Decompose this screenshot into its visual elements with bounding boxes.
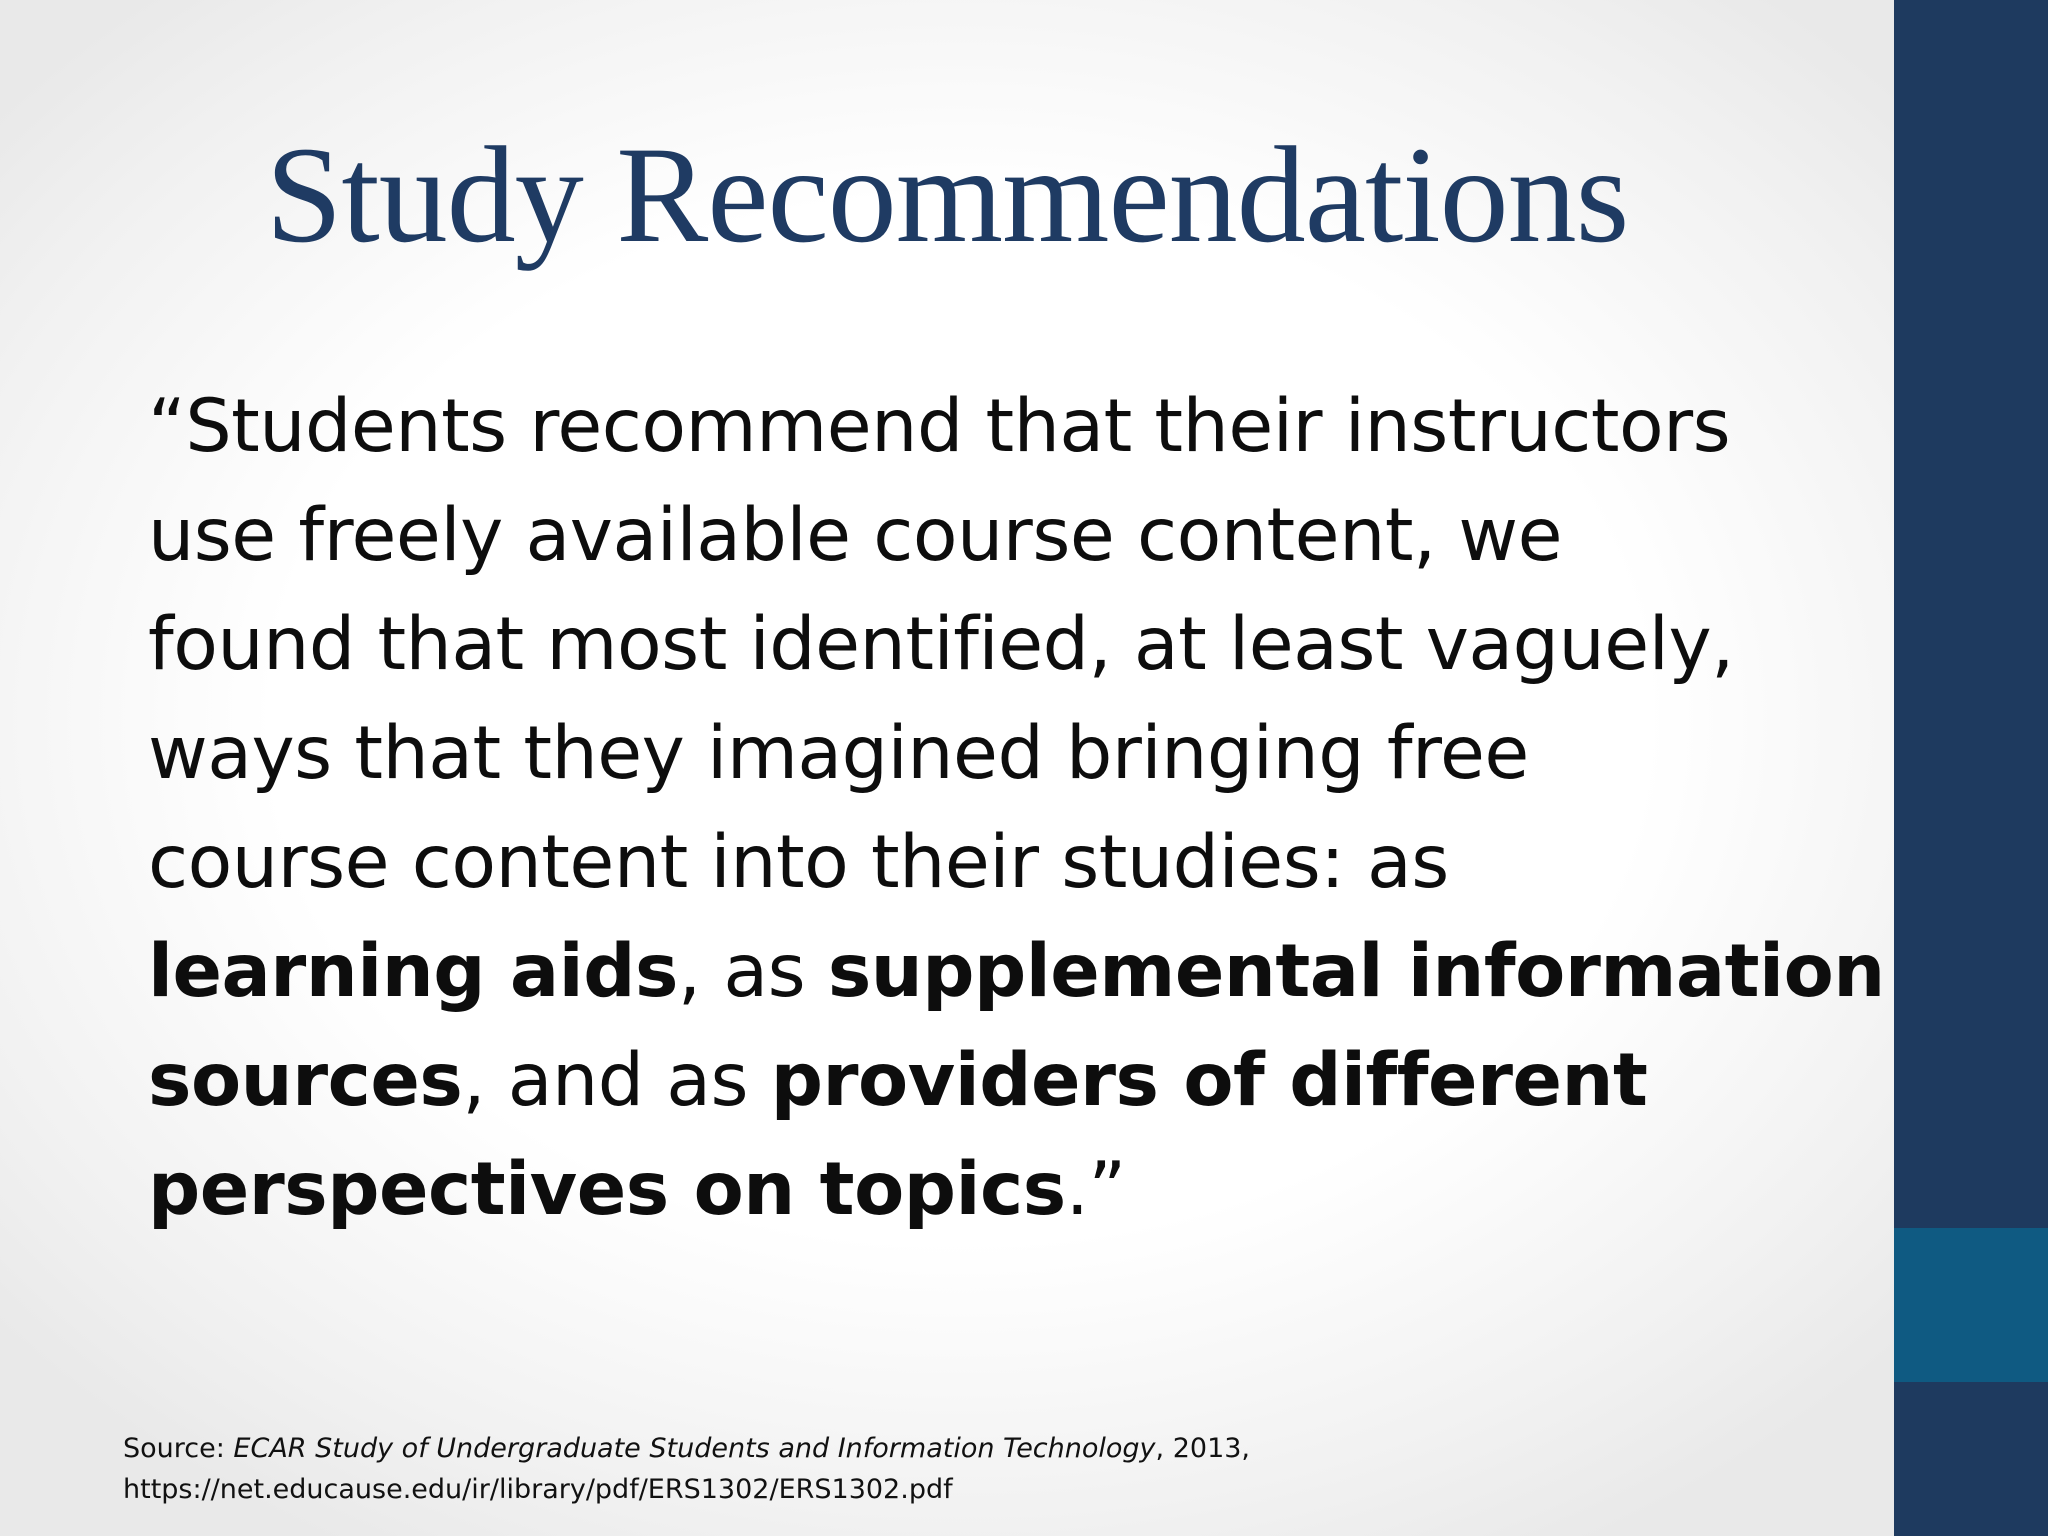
source-url[interactable]: https://net.educause.edu/ir/library/pdf/ERS1302/ERS1302.pdf: [123, 1474, 953, 1505]
quote-line-4: ways that they imagined bringing free: [148, 711, 1529, 796]
emphasis-supplemental-information: supplemental information: [827, 929, 1885, 1014]
quote-line-8: [148, 1135, 1848, 1244]
quote-line-1: “Students recommend that their instructors: [148, 384, 1731, 469]
quote-line-7: [148, 1026, 1848, 1135]
source-prefix: Source:: [123, 1433, 234, 1464]
quote-line-6: [148, 917, 1885, 1026]
quote-line-2: use freely available course content, we: [148, 493, 1562, 578]
quote-line-3: found that most identified, at least vaguely,: [148, 602, 1734, 687]
quote-connector: , and as: [462, 1038, 771, 1123]
emphasis-sources: sources: [148, 1038, 463, 1123]
quote-closing: .”: [1065, 1147, 1126, 1232]
source-line-1: [123, 1428, 1823, 1469]
emphasis-learning-aids: learning aids: [148, 929, 678, 1014]
quote-block: [148, 372, 1885, 1244]
source-year: , 2013,: [1155, 1433, 1251, 1464]
quote-connector: , as: [677, 929, 828, 1014]
emphasis-perspectives: perspectives on topics: [148, 1147, 1066, 1232]
source-work-title: ECAR Study of Undergraduate Students and Information Technology: [233, 1433, 1156, 1464]
side-bar-accent: [1894, 1228, 2048, 1382]
quote-line-5: course content into their studies: as: [148, 820, 1449, 905]
slide-title: Study Recommendations: [265, 118, 1629, 271]
source-citation: [123, 1428, 1823, 1510]
emphasis-providers: providers of different: [770, 1038, 1648, 1123]
